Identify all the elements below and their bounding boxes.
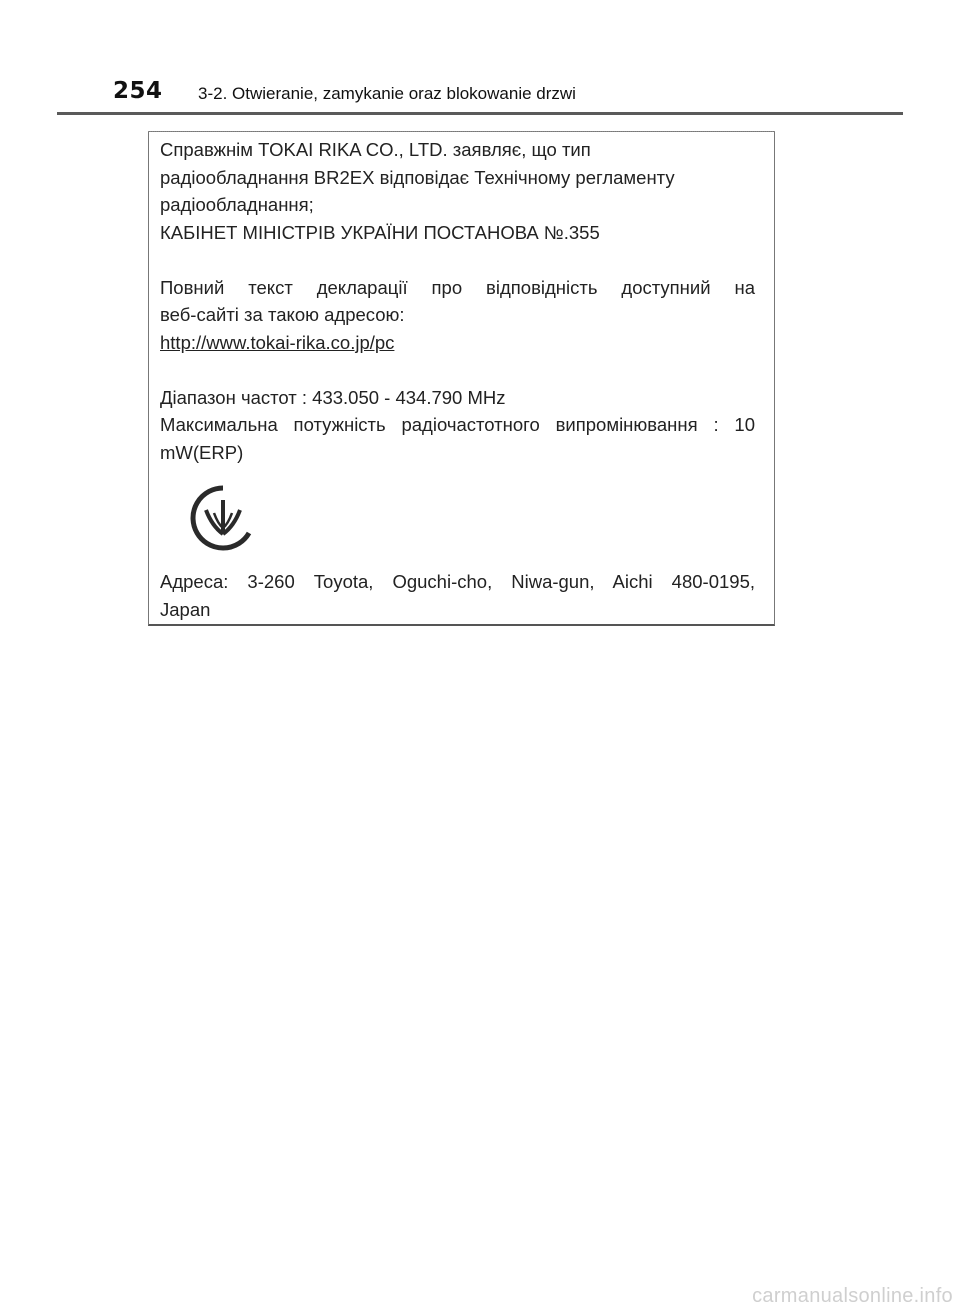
fulltext-line: веб-сайті за такою адресою:	[160, 304, 405, 325]
box-top-border	[148, 131, 775, 132]
max-power-line: mW(ERP)	[160, 441, 244, 463]
manufacturer-address	[160, 568, 755, 623]
section-title: 3-2. Otwieranie, zamykanie oraz blokowanie drzwi	[198, 84, 576, 103]
frequency-range: Діапазон частот : 433.050 - 434.790 MHz	[160, 386, 506, 408]
page-number: 254	[113, 78, 163, 104]
page-header	[0, 0, 960, 120]
max-power-line: Максимальна потужність радіочастотного випромінювання : 10	[160, 414, 755, 435]
declaration-line: радіообладнання BR2EX відповідає Технічному регламенту	[160, 166, 675, 188]
address-line: Japan	[160, 598, 211, 620]
ukrainian-conformity-mark-icon	[189, 484, 257, 552]
declaration-text	[160, 136, 755, 466]
header-divider	[57, 112, 903, 115]
regulation-line: КАБІНЕТ МІНІСТРІВ УКРАЇНИ ПОСТАНОВА №.355	[160, 221, 600, 243]
watermark: carmanualsonline.info	[752, 1285, 953, 1307]
declaration-line: радіообладнання;	[160, 194, 314, 215]
fulltext-line: Повний текст декларації про відповідність доступний на	[160, 276, 755, 298]
declaration-box	[148, 131, 775, 626]
address-line: Адреса: 3-260 Toyota, Oguchi-cho, Niwa-gun, Aichi 480-0195,	[160, 571, 755, 592]
declaration-url-link[interactable]: http://www.tokai-rika.co.jp/pc	[160, 331, 395, 353]
declaration-line: Справжнім TOKAI RIKA CO., LTD. заявляє, що тип	[160, 139, 591, 160]
